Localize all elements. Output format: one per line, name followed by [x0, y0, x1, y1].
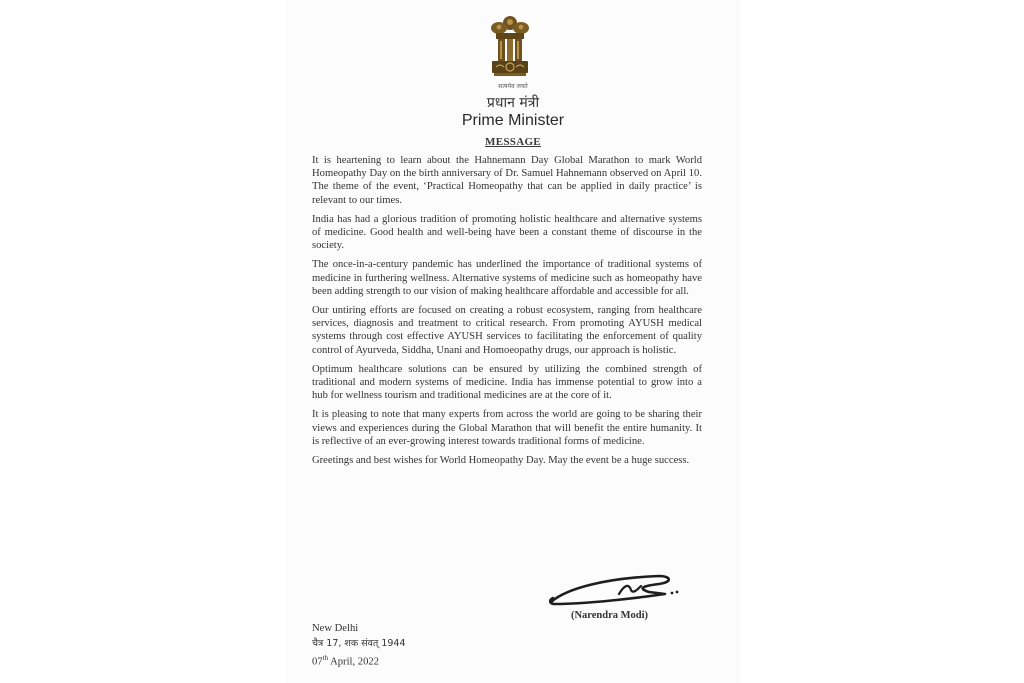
letter-page — [285, 0, 741, 683]
title-hindi: प्रधान मंत्री — [486, 95, 540, 111]
letter-footer — [312, 621, 406, 670]
date-hindi: चैत्र 17, शक संवत् 1944 — [312, 638, 406, 649]
handwritten-signature-icon — [547, 570, 682, 610]
paragraph: India has had a glorious tradition of promoting holistic healthcare and alternative systems of medicine. Good health and well-being have been a constant theme of discourse in the society. — [312, 213, 702, 252]
paragraph: It is heartening to learn about the Hahnemann Day Global Marathon to mark World Homeopathy Day on the birth anniversary of Dr. Samuel Hahnemann observed on April 10. The theme of the event, ‘Practical Homeopathy that can be applied in daily practice’ is relevant to our times. — [312, 155, 702, 206]
title-english: Prime Minister — [461, 112, 565, 129]
message-body — [312, 154, 702, 473]
date-english — [312, 651, 406, 670]
signatory-name: (Narendra Modi) — [570, 610, 649, 621]
paragraph: Greetings and best wishes for World Homeopathy Day. May the event be a huge success. — [312, 455, 690, 467]
national-emblem-icon — [488, 14, 532, 80]
paragraph: Our untiring efforts are focused on creating a robust ecosystem, ranging from healthcare services, diagnosis and treatment to critical research. From promoting AYUSH medical systems through cost effective AYUSH services to facilitating the enforcement of quality control of Ayurveda, Siddha, Unani and Homoeopathy drugs, our approach is holistic. — [312, 305, 702, 356]
paragraph: Optimum healthcare solutions can be ensured by utilizing the combined strength of traditional and modern systems of medicine. India has immense potential to grow into a hub for wellness tourism and traditional medicines are at the core of it. — [312, 363, 702, 402]
place: New Delhi — [312, 623, 359, 634]
date-day: 07 — [312, 656, 323, 668]
date-rest: April, 2022 — [328, 656, 379, 668]
paragraph: It is pleasing to note that many experts from across the world are going to be sharing their views and experiences during the Global Marathon that will benefit the entire humanity. It is reflective of an ever-growing interest towards traditional forms of medicine. — [312, 409, 702, 447]
paragraph: The once-in-a-century pandemic has underlined the importance of traditional systems of medicine in furthering wellness. Alternative systems of medicine such as homeopathy have been adding strength to our vision of making healthcare affordable and accessible for all. — [312, 259, 702, 297]
message-heading: MESSAGE — [485, 136, 541, 148]
emblem-motto: सत्यमेव जयते — [498, 83, 528, 90]
date-suffix: th — [322, 654, 329, 662]
